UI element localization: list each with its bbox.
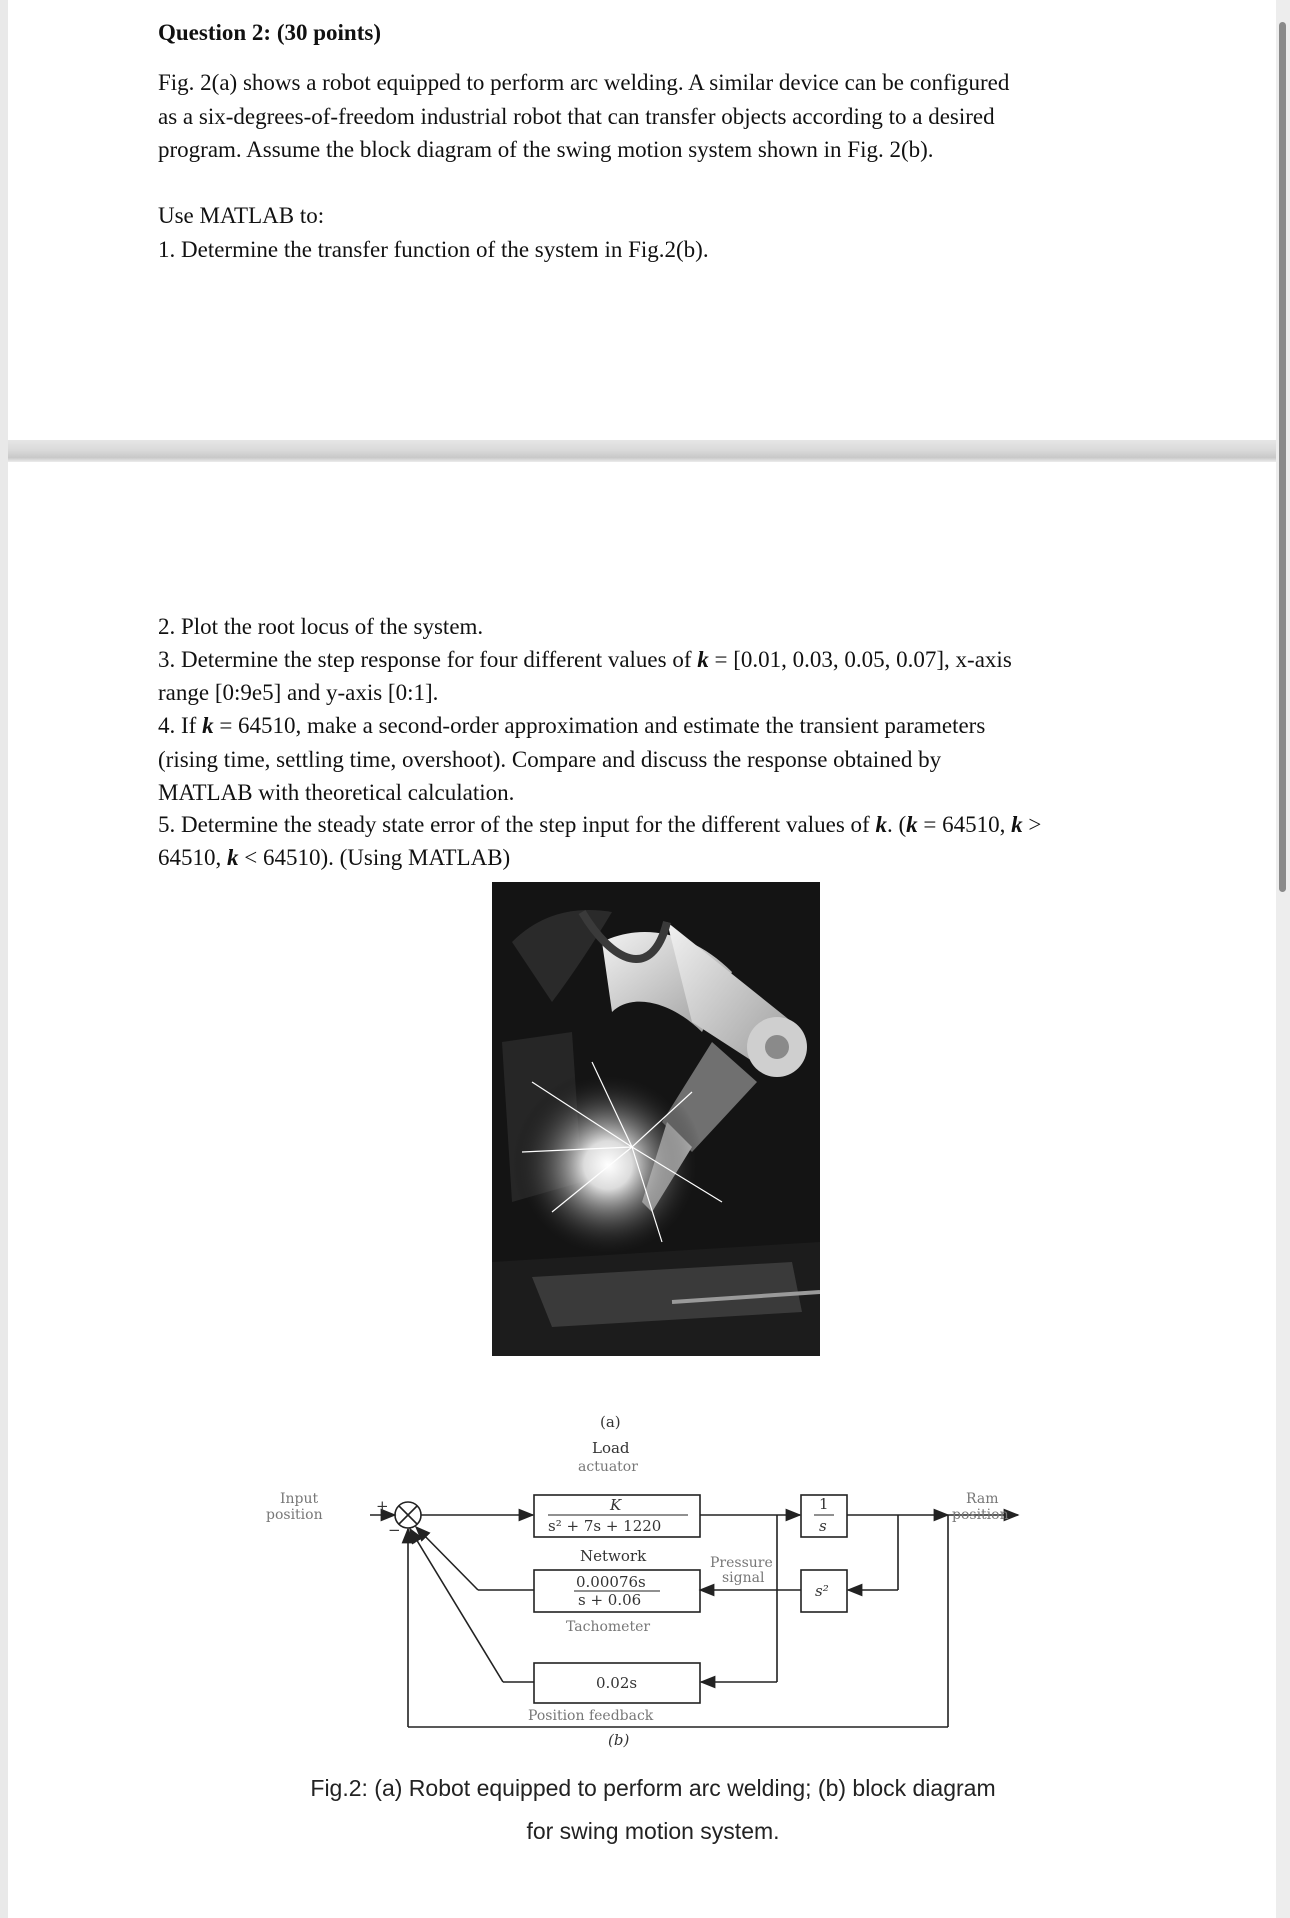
actuator-label: actuator (578, 1459, 638, 1475)
task-item-3 (158, 643, 1118, 677)
position-feedback-label: Position feedback (528, 1708, 654, 1724)
plus-sign: + (376, 1497, 389, 1515)
item5-line2-text: 64510, (158, 845, 227, 870)
item5-sep: > (1022, 812, 1042, 837)
use-matlab-heading: Use MATLAB to: (158, 203, 325, 228)
variable-k: k (1011, 812, 1023, 837)
label-a: (a) (600, 1413, 621, 1431)
document-page-2 (8, 0, 1276, 1918)
question-title: Question 2: (30 points) (158, 20, 381, 45)
variable-k: k (697, 647, 709, 672)
minus-sign: − (388, 1521, 401, 1539)
item5-sep: . ( (886, 812, 907, 837)
item5-line2-text-2: < 64510). (Using MATLAB) (238, 845, 511, 870)
signal-label: signal (722, 1570, 765, 1586)
variable-k: k (202, 713, 214, 738)
variable-k: k (227, 845, 239, 870)
network-numerator: 0.00076s (576, 1573, 646, 1591)
item5-text: 5. Determine the steady state error of the step input for the different values of (158, 812, 876, 837)
network-denominator: s + 0.06 (578, 1591, 642, 1609)
left-margin-shade (0, 0, 8, 1918)
scrollbar-thumb[interactable] (1279, 22, 1286, 892)
task-item-3-line-2: range [0:9e5] and y-axis [0:1]. (158, 680, 439, 705)
task-item-5 (158, 808, 1118, 842)
network-label: Network (580, 1547, 647, 1565)
variable-k: k (906, 812, 918, 837)
welding-robot-photo (492, 882, 820, 1356)
intro-line-3: program. Assume the block diagram of the swing motion system shown in Fig. 2(b). (158, 137, 934, 162)
item4-text-2: = 64510, make a second-order approximation and estimate the transient parameters (213, 713, 986, 738)
intro-line-1: Fig. 2(a) shows a robot equipped to perform arc welding. A similar device can be configured (158, 70, 1010, 95)
block-k-denominator: s² + 7s + 1220 (548, 1517, 662, 1535)
item3-text: 3. Determine the step response for four different values of (158, 647, 698, 672)
task-item-4 (158, 709, 1118, 743)
s-squared-label: s² (815, 1582, 829, 1600)
label-b: (b) (608, 1731, 630, 1749)
item5-sep: = 64510, (917, 812, 1012, 837)
intro-line-2: as a six-degrees-of-freedom industrial robot that can transfer objects according to a desired (158, 103, 995, 129)
task-item-4-line-3: MATLAB with theoretical calculation. (158, 780, 515, 805)
item4-text: 4. If (158, 713, 203, 738)
tachometer-gain: 0.02s (596, 1674, 638, 1692)
figure-caption-line-2: for swing motion system. (526, 1818, 780, 1844)
load-label: Load (592, 1439, 630, 1457)
variable-k: k (875, 812, 887, 837)
item3-values: = [0.01, 0.03, 0.05, 0.07], x-axis (708, 647, 1012, 672)
ram-label: Ram (966, 1491, 999, 1507)
task-item-1: 1. Determine the transfer function of the system in Fig.2(b). (158, 237, 709, 262)
integrator-numerator: 1 (819, 1495, 829, 1513)
ram-position-label: position (952, 1507, 1009, 1523)
input-label: Input (280, 1491, 319, 1507)
integrator-denominator: s (819, 1517, 827, 1535)
tachometer-label: Tachometer (566, 1619, 651, 1635)
position-label: position (266, 1507, 323, 1523)
task-item-2: 2. Plot the root locus of the system. (158, 614, 484, 639)
block-k-numerator: K (610, 1496, 622, 1514)
pressure-label: Pressure (710, 1555, 773, 1571)
task-item-5-line-2 (158, 841, 1118, 875)
task-item-4-line-2: (rising time, settling time, overshoot). Compare and discuss the response obtained by (158, 747, 942, 772)
block-diagram (258, 1405, 1038, 1750)
figure-caption-line-1: Fig.2: (a) Robot equipped to perform arc welding; (b) block diagram (310, 1775, 996, 1801)
